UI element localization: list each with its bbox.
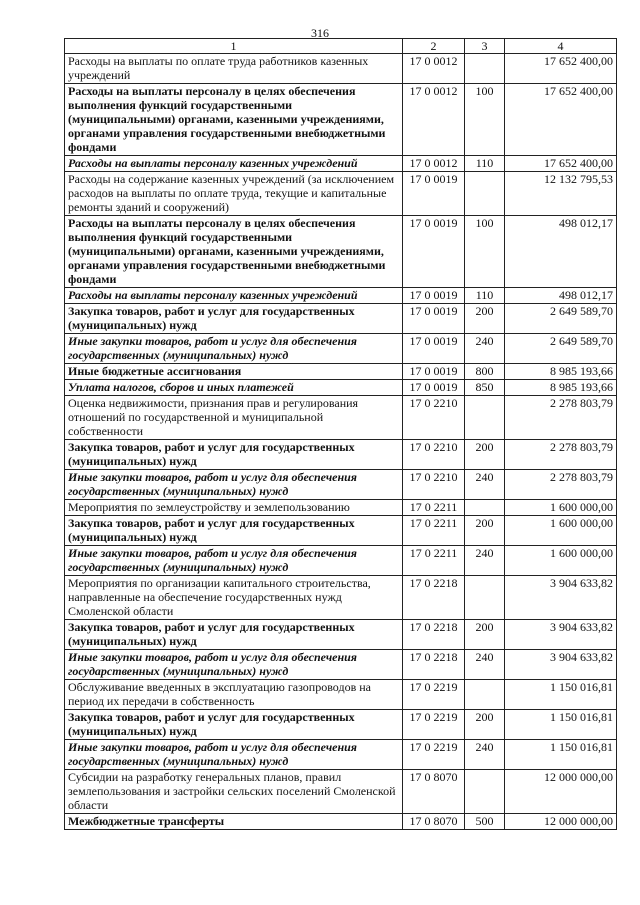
row-name-cell: Иные закупки товаров, работ и услуг для обеспечения государственных (муниципальных) нужд <box>65 470 403 500</box>
table-row <box>65 156 617 172</box>
table-row <box>65 54 617 84</box>
row-amount-cell: 2 649 589,70 <box>505 304 617 334</box>
row-code-cell: 17 0 2210 <box>403 396 465 440</box>
row-type-cell: 100 <box>465 216 505 288</box>
page-number: 316 <box>311 26 329 40</box>
table-row <box>65 620 617 650</box>
row-name-cell: Иные закупки товаров, работ и услуг для обеспечения государственных (муниципальных) нужд <box>65 740 403 770</box>
row-amount-cell: 1 600 000,00 <box>505 500 617 516</box>
row-type-cell <box>465 500 505 516</box>
table-row <box>65 380 617 396</box>
row-type-cell <box>465 576 505 620</box>
row-code-cell: 17 0 0019 <box>403 216 465 288</box>
table-row <box>65 216 617 288</box>
row-amount-cell: 12 000 000,00 <box>505 770 617 814</box>
row-type-cell: 800 <box>465 364 505 380</box>
row-amount-cell: 17 652 400,00 <box>505 156 617 172</box>
table-row <box>65 84 617 156</box>
row-amount-cell: 3 904 633,82 <box>505 576 617 620</box>
row-name-cell: Обслуживание введенных в эксплуатацию газопроводов на период их передачи в собственность <box>65 680 403 710</box>
row-amount-cell: 17 652 400,00 <box>505 84 617 156</box>
row-name-cell: Расходы на содержание казенных учреждений (за исключением расходов на выплаты по оплате труда, текущие и капитальные ремонты зданий и сооружений) <box>65 172 403 216</box>
row-name-cell: Мероприятия по организации капитального строительства, направленные на обеспечение государственных нужд Смоленской области <box>65 576 403 620</box>
row-code-cell: 17 0 2218 <box>403 650 465 680</box>
row-name-cell: Закупка товаров, работ и услуг для государственных (муниципальных) нужд <box>65 710 403 740</box>
row-code-cell: 17 0 0019 <box>403 364 465 380</box>
table-row <box>65 396 617 440</box>
row-type-cell: 200 <box>465 440 505 470</box>
row-type-cell <box>465 54 505 84</box>
row-code-cell: 17 0 2219 <box>403 680 465 710</box>
table-header-row <box>65 39 617 54</box>
row-code-cell: 17 0 2219 <box>403 740 465 770</box>
row-name-cell: Иные бюджетные ассигнования <box>65 364 403 380</box>
row-type-cell: 240 <box>465 650 505 680</box>
row-amount-cell: 2 278 803,79 <box>505 440 617 470</box>
row-amount-cell: 1 150 016,81 <box>505 680 617 710</box>
row-code-cell: 17 0 2210 <box>403 440 465 470</box>
row-amount-cell: 17 652 400,00 <box>505 54 617 84</box>
table-row <box>65 470 617 500</box>
row-type-cell: 100 <box>465 84 505 156</box>
row-type-cell <box>465 396 505 440</box>
row-amount-cell: 2 649 589,70 <box>505 334 617 364</box>
row-type-cell: 200 <box>465 620 505 650</box>
table-row <box>65 650 617 680</box>
row-name-cell: Субсидии на разработку генеральных планов, правил землепользования и застройки сельских поселений Смоленской области <box>65 770 403 814</box>
table-row <box>65 364 617 380</box>
row-type-cell: 110 <box>465 288 505 304</box>
row-type-cell <box>465 770 505 814</box>
budget-table <box>64 38 617 830</box>
row-name-cell: Иные закупки товаров, работ и услуг для обеспечения государственных (муниципальных) нужд <box>65 650 403 680</box>
row-name-cell: Расходы на выплаты персоналу казенных учреждений <box>65 288 403 304</box>
row-code-cell: 17 0 2211 <box>403 546 465 576</box>
row-type-cell: 240 <box>465 470 505 500</box>
header-col-4: 4 <box>505 39 617 54</box>
row-type-cell: 200 <box>465 710 505 740</box>
row-code-cell: 17 0 2219 <box>403 710 465 740</box>
row-amount-cell: 12 000 000,00 <box>505 814 617 830</box>
row-code-cell: 17 0 0012 <box>403 156 465 172</box>
row-code-cell: 17 0 0019 <box>403 304 465 334</box>
row-amount-cell: 1 600 000,00 <box>505 546 617 576</box>
row-type-cell: 240 <box>465 740 505 770</box>
row-type-cell: 200 <box>465 304 505 334</box>
row-type-cell: 500 <box>465 814 505 830</box>
row-code-cell: 17 0 2218 <box>403 576 465 620</box>
table-row <box>65 304 617 334</box>
table-row <box>65 814 617 830</box>
row-code-cell: 17 0 2211 <box>403 500 465 516</box>
row-amount-cell: 12 132 795,53 <box>505 172 617 216</box>
row-name-cell: Расходы на выплаты персоналу казенных учреждений <box>65 156 403 172</box>
row-type-cell: 850 <box>465 380 505 396</box>
row-name-cell: Расходы на выплаты персоналу в целях обеспечения выполнения функций государственными (муниципальными) органами, казенными учреждениями, органами управления государственными внебюджетными фондами <box>65 216 403 288</box>
header-col-2: 2 <box>403 39 465 54</box>
row-code-cell: 17 0 0019 <box>403 380 465 396</box>
row-type-cell: 110 <box>465 156 505 172</box>
row-amount-cell: 3 904 633,82 <box>505 620 617 650</box>
row-amount-cell: 2 278 803,79 <box>505 396 617 440</box>
header-col-1: 1 <box>65 39 403 54</box>
table-row <box>65 576 617 620</box>
row-type-cell <box>465 172 505 216</box>
row-code-cell: 17 0 0019 <box>403 334 465 364</box>
row-name-cell: Закупка товаров, работ и услуг для государственных (муниципальных) нужд <box>65 620 403 650</box>
row-name-cell: Закупка товаров, работ и услуг для государственных (муниципальных) нужд <box>65 304 403 334</box>
row-amount-cell: 1 150 016,81 <box>505 740 617 770</box>
table-row <box>65 680 617 710</box>
table-row <box>65 334 617 364</box>
row-code-cell: 17 0 2211 <box>403 516 465 546</box>
row-name-cell: Уплата налогов, сборов и иных платежей <box>65 380 403 396</box>
table-row <box>65 770 617 814</box>
row-name-cell: Закупка товаров, работ и услуг для государственных (муниципальных) нужд <box>65 440 403 470</box>
table-row <box>65 546 617 576</box>
row-amount-cell: 8 985 193,66 <box>505 364 617 380</box>
row-type-cell <box>465 680 505 710</box>
row-code-cell: 17 0 2218 <box>403 620 465 650</box>
row-code-cell: 17 0 2210 <box>403 470 465 500</box>
row-name-cell: Иные закупки товаров, работ и услуг для обеспечения государственных (муниципальных) нужд <box>65 546 403 576</box>
row-name-cell: Расходы на выплаты персоналу в целях обеспечения выполнения функций государственными (муниципальными) органами, казенными учреждениями, органами управления государственными внебюджетными фондами <box>65 84 403 156</box>
table-row <box>65 740 617 770</box>
row-type-cell: 240 <box>465 334 505 364</box>
row-code-cell: 17 0 8070 <box>403 814 465 830</box>
row-name-cell: Закупка товаров, работ и услуг для государственных (муниципальных) нужд <box>65 516 403 546</box>
row-amount-cell: 3 904 633,82 <box>505 650 617 680</box>
row-amount-cell: 498 012,17 <box>505 216 617 288</box>
row-name-cell: Расходы на выплаты по оплате труда работников казенных учреждений <box>65 54 403 84</box>
row-type-cell: 200 <box>465 516 505 546</box>
table-row <box>65 710 617 740</box>
row-code-cell: 17 0 0019 <box>403 172 465 216</box>
row-name-cell: Иные закупки товаров, работ и услуг для обеспечения государственных (муниципальных) нужд <box>65 334 403 364</box>
row-code-cell: 17 0 0012 <box>403 84 465 156</box>
table-row <box>65 516 617 546</box>
row-name-cell: Мероприятия по землеустройству и землепользованию <box>65 500 403 516</box>
row-code-cell: 17 0 0012 <box>403 54 465 84</box>
table-row <box>65 172 617 216</box>
row-name-cell: Межбюджетные трансферты <box>65 814 403 830</box>
row-amount-cell: 1 600 000,00 <box>505 516 617 546</box>
row-code-cell: 17 0 0019 <box>403 288 465 304</box>
row-amount-cell: 2 278 803,79 <box>505 470 617 500</box>
row-type-cell: 240 <box>465 546 505 576</box>
table-body <box>65 54 617 830</box>
row-amount-cell: 8 985 193,66 <box>505 380 617 396</box>
table-row <box>65 500 617 516</box>
row-name-cell: Оценка недвижимости, признания прав и регулирования отношений по государственной и муниципальной собственности <box>65 396 403 440</box>
table-row <box>65 288 617 304</box>
header-col-3: 3 <box>465 39 505 54</box>
row-amount-cell: 1 150 016,81 <box>505 710 617 740</box>
row-amount-cell: 498 012,17 <box>505 288 617 304</box>
table-row <box>65 440 617 470</box>
row-code-cell: 17 0 8070 <box>403 770 465 814</box>
